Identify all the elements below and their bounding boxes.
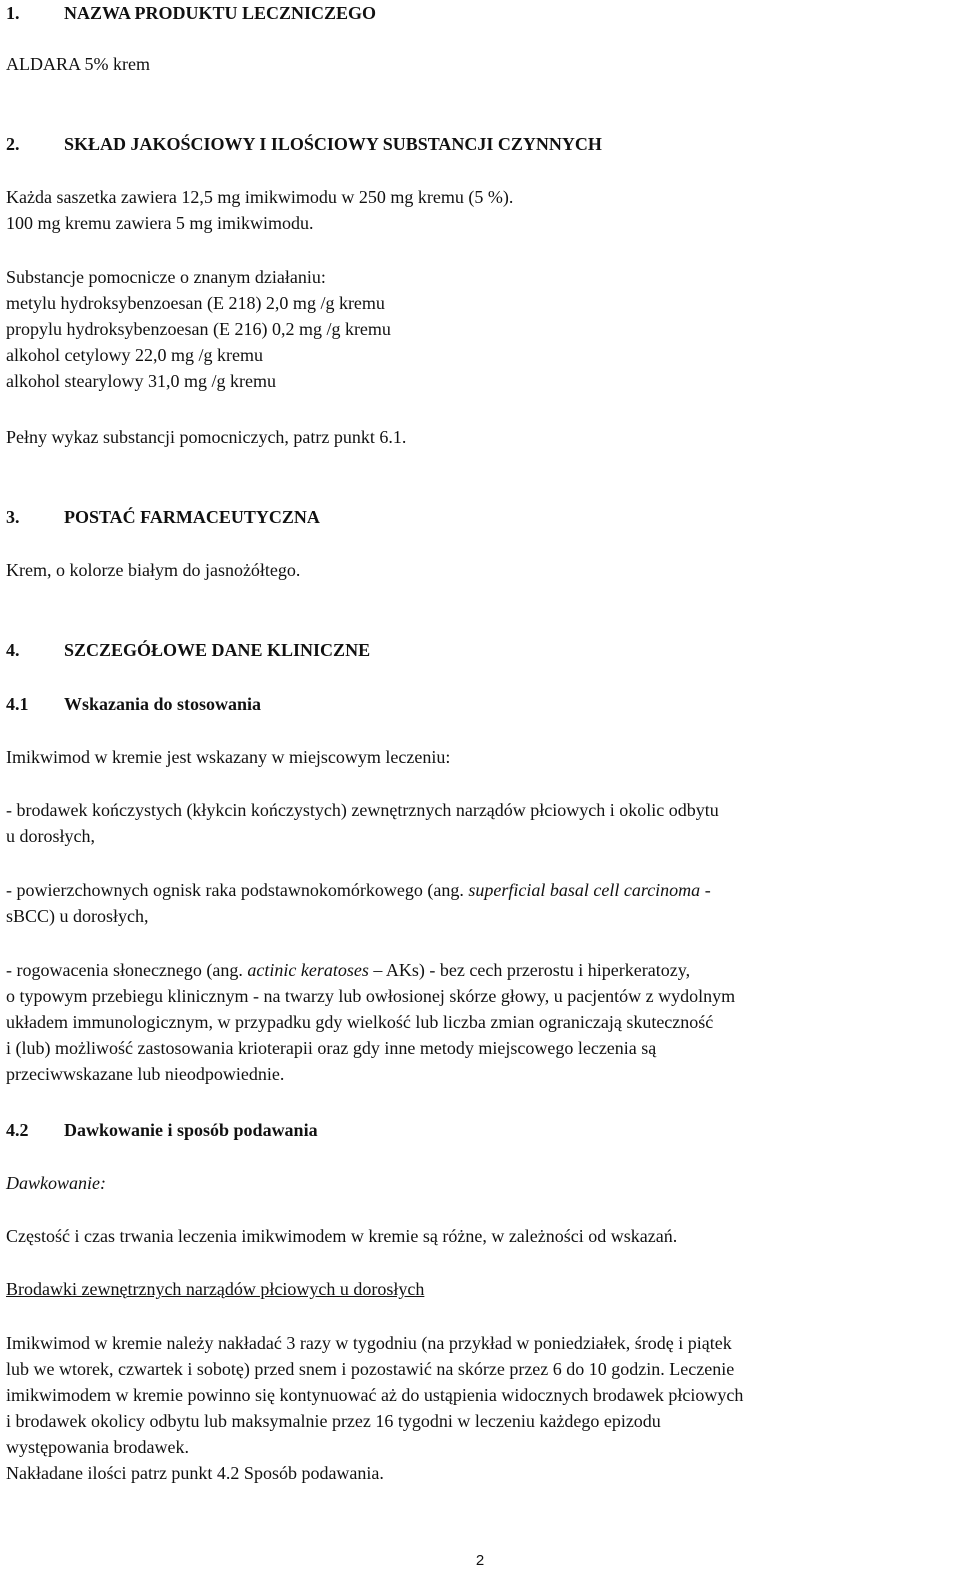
section-2-heading <box>6 131 954 157</box>
excipient-item: propylu hydroksybenzoesan (E 216) 0,2 mg /g kremu <box>6 319 391 339</box>
dosing-subheading: Dawkowanie: <box>6 1173 106 1193</box>
latin-term: actinic keratoses <box>247 960 369 980</box>
section-title: Dawkowanie i sposób podawania <box>64 1120 318 1140</box>
excipient-item: alkohol cetylowy 22,0 mg /g kremu <box>6 345 263 365</box>
section-4-heading <box>6 637 954 663</box>
indication-line <box>6 877 954 903</box>
excipients-full-list: Pełny wykaz substancji pomocniczych, patrz punkt 6.1. <box>6 427 407 447</box>
excipients-paragraph <box>6 264 954 394</box>
indication-line: przeciwwskazane lub nieodpowiednie. <box>6 1064 285 1084</box>
section-title: SZCZEGÓŁOWE DANE KLINICZNE <box>64 640 371 660</box>
composition-line: 100 mg kremu zawiera 5 mg imikwimodu. <box>6 213 314 233</box>
section-4-1-heading <box>6 691 954 717</box>
indication-1 <box>6 797 954 849</box>
indication-line: i (lub) możliwość zastosowania krioterapii oraz gdy inne metody miejscowego leczenia są <box>6 1038 657 1058</box>
text-run: - rogowacenia słonecznego (ang. <box>6 960 248 980</box>
text-run: – AKs) - bez cech przerostu i hiperkeratozy, <box>368 960 691 980</box>
section-number: 3. <box>6 507 20 527</box>
indication-line: układem immunologicznym, w przypadku gdy wielkość lub liczba zmian ograniczają skuteczność <box>6 1012 714 1032</box>
section-number: 4.1 <box>6 694 29 714</box>
warts-dosing-paragraph <box>6 1330 954 1486</box>
section-title: Wskazania do stosowania <box>64 694 262 714</box>
indication-3 <box>6 957 954 1087</box>
indication-line: - brodawek kończystych (kłykcin kończystych) zewnętrznych narządów płciowych i okolic odbytu <box>6 800 719 820</box>
section-3-heading <box>6 504 954 530</box>
indication-2 <box>6 877 954 929</box>
excipient-item: alkohol stearylowy 31,0 mg /g kremu <box>6 371 276 391</box>
page-number: 2 <box>475 1552 485 1569</box>
excipient-item: metylu hydroksybenzoesan (E 218) 2,0 mg /g kremu <box>6 293 385 313</box>
paragraph-line: i brodawek okolicy odbytu lub maksymalnie przez 16 tygodni w leczeniu każdego epizodu <box>6 1411 661 1431</box>
dosing-frequency: Częstość i czas trwania leczenia imikwimodem w kremie są różne, w zależności od wskazań. <box>6 1226 678 1246</box>
product-name: ALDARA 5% krem <box>6 54 150 74</box>
composition-line: Każda saszetka zawiera 12,5 mg imikwimodu w 250 mg kremu (5 %). <box>6 187 514 207</box>
paragraph-line: lub we wtorek, czwartek i sobotę) przed snem i pozostawić na skórze przez 6 do 10 godzin. Leczenie <box>6 1359 735 1379</box>
section-number: 2. <box>6 134 20 154</box>
indication-line: sBCC) u dorosłych, <box>6 906 149 926</box>
indication-line: u dorosłych, <box>6 826 95 846</box>
section-title: NAZWA PRODUKTU LECZNICZEGO <box>64 3 377 23</box>
section-4-2-heading <box>6 1117 954 1143</box>
indications-intro: Imikwimod w kremie jest wskazany w miejscowym leczeniu: <box>6 747 451 767</box>
excipients-title: Substancje pomocnicze o znanym działaniu: <box>6 267 326 287</box>
paragraph-line: Imikwimod w kremie należy nakładać 3 razy w tygodniu (na przykład w poniedziałek, środę i piątek <box>6 1333 732 1353</box>
pharmaceutical-form: Krem, o kolorze białym do jasnożółtego. <box>6 560 301 580</box>
section-number: 4. <box>6 640 20 660</box>
warts-subheading: Brodawki zewnętrznych narządów płciowych u dorosłych <box>6 1279 425 1299</box>
paragraph-line: występowania brodawek. <box>6 1437 189 1457</box>
indication-line: o typowym przebiegu klinicznym - na twarzy lub owłosionej skórze głowy, u pacjentów z wydolnym <box>6 986 736 1006</box>
text-run: - powierzchownych ognisk raka podstawnokomórkowego (ang. <box>6 880 469 900</box>
warts-subheading-row <box>6 1276 954 1302</box>
indication-line <box>6 957 954 983</box>
text-run: - <box>700 880 711 900</box>
paragraph-line: Nakładane ilości patrz punkt 4.2 Sposób podawania. <box>6 1463 384 1483</box>
section-number: 4.2 <box>6 1120 29 1140</box>
composition-paragraph <box>6 184 954 236</box>
section-number: 1. <box>6 3 20 23</box>
latin-term: superficial basal cell carcinoma <box>468 880 701 900</box>
section-title: POSTAĆ FARMACEUTYCZNA <box>64 507 320 527</box>
section-title: SKŁAD JAKOŚCIOWY I ILOŚCIOWY SUBSTANCJI CZYNNYCH <box>64 134 602 154</box>
section-1-heading <box>6 0 954 26</box>
paragraph-line: imikwimodem w kremie powinno się kontynuować aż do ustąpienia widocznych brodawek płciowych <box>6 1385 744 1405</box>
